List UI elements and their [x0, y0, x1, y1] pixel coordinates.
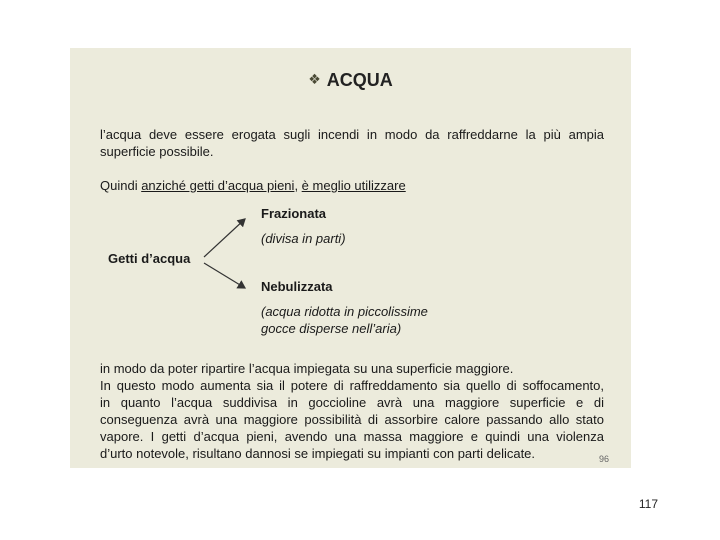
nebulizzata-label: Nebulizzata [261, 279, 333, 294]
slide [70, 48, 631, 468]
body-line-3: in quanto l’acqua suddivisa in goccioline avrà una maggiore superficie e di [100, 395, 604, 410]
arrow-down-icon [204, 263, 245, 288]
intro-line-2: superficie possibile. [100, 144, 214, 159]
quindi-prefix: Quindi [100, 178, 142, 193]
nebulizzata-note-line-1: (acqua ridotta in piccolissime [261, 304, 428, 319]
arrow-up-icon [204, 219, 245, 257]
nebulizzata-note [261, 303, 428, 337]
getti-label: Getti d’acqua [108, 251, 191, 266]
slide-title [70, 70, 631, 91]
quindi-underlined: anziché getti d’acqua pieni [141, 178, 295, 193]
body-line-2: In questo modo aumenta sia il potere di raffreddamento sia quello di soffocamento, [100, 378, 604, 393]
branch-arrows [198, 213, 258, 298]
intro-line-1: l’acqua deve essere erogata sugli incendi in modo da raffreddarne la più ampia [100, 127, 604, 142]
body-line-5: vapore. I getti d’acqua pieni, avendo una massa maggiore e quindi una violenza [100, 429, 604, 444]
diamond-bullet-icon: ❖ [308, 71, 321, 87]
slide-page-number: 96 [598, 454, 609, 464]
body-line-1: in modo da poter ripartire l’acqua impiegata su una superficie maggiore. [100, 361, 514, 376]
body-line-6: d’urto notevole, risultano dannosi se impiegati su impianti con parti delicate. [100, 446, 536, 461]
frazionata-label: Frazionata [261, 206, 327, 221]
body-paragraph [100, 360, 604, 462]
body-line-4: conseguenza avrà una maggiore possibilità di assorbire calore passando allo stato [100, 412, 604, 427]
page-number: 117 [638, 497, 658, 511]
nebulizzata-note-line-2: gocce disperse nell’aria) [261, 321, 402, 336]
quindi-line [100, 177, 406, 194]
title-text: ACQUA [326, 70, 393, 90]
quindi-suffix: è meglio utilizzare [301, 178, 406, 193]
frazionata-note: (divisa in parti) [261, 231, 346, 246]
intro-paragraph [100, 126, 604, 160]
quindi-sep: , [294, 178, 302, 193]
